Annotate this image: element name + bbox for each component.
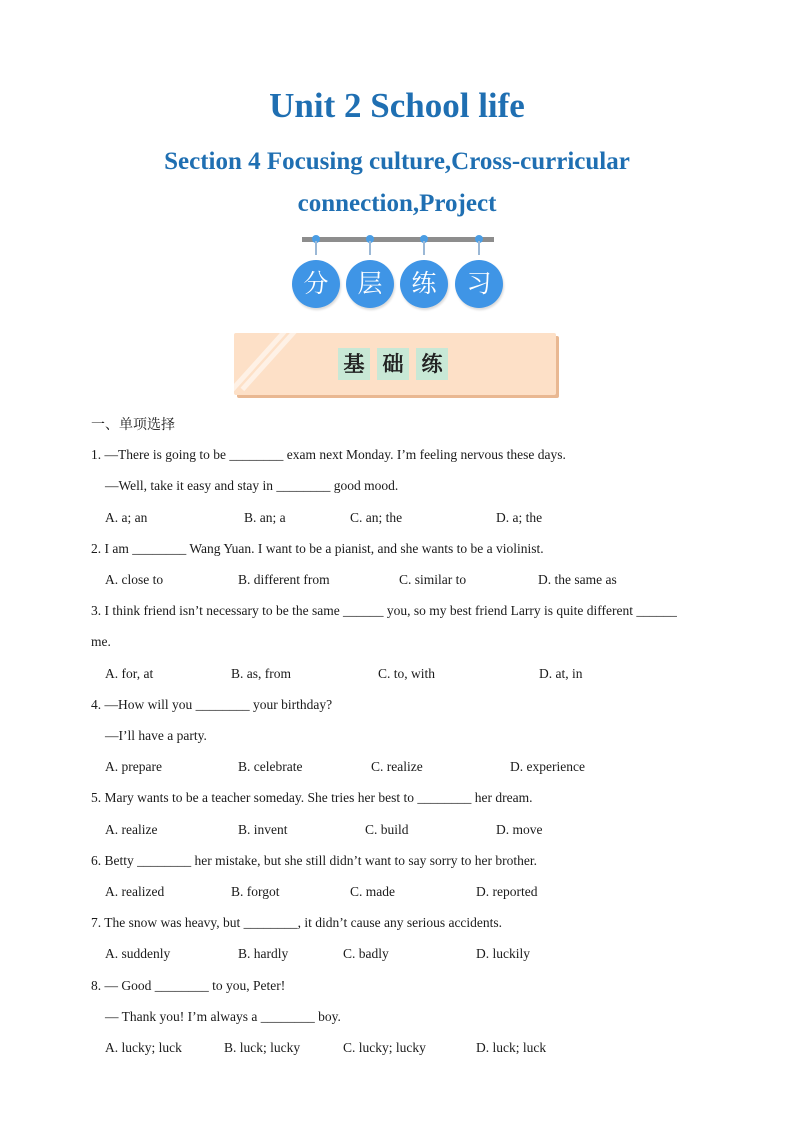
question-line: —I’ll have a party. — [105, 728, 207, 743]
option: B. invent — [238, 822, 288, 837]
option: A. realize — [105, 822, 158, 837]
question-line: me. — [91, 634, 111, 649]
option: C. to, with — [378, 666, 436, 681]
section-title-line-2: connection,Project — [297, 190, 497, 217]
option: D. the same as — [538, 572, 617, 587]
page-title: Unit 2 School life — [269, 86, 525, 125]
question-line: 6. Betty ________ her mistake, but she still didn’t want to say sorry to her brother. — [91, 853, 537, 868]
banner-chip: 练 — [416, 348, 448, 380]
option: D. a; the — [496, 510, 543, 525]
question-line: 8. — Good ________ to you, Peter! — [91, 978, 286, 993]
question-line: 2. I am ________ Wang Yuan. I want to be a pianist, and she wants to be a violinist. — [91, 541, 544, 556]
option: B. hardly — [238, 946, 289, 961]
option: A. lucky; luck — [105, 1040, 182, 1055]
question-line: 4. —How will you ________ your birthday? — [91, 697, 333, 712]
option: D. luckily — [476, 946, 530, 961]
banner-chip: 基 — [338, 348, 370, 380]
option: A. a; an — [105, 510, 148, 525]
tag-circle: 分 — [292, 260, 340, 308]
practice-tag-group — [290, 233, 504, 313]
option: A. suddenly — [105, 946, 171, 961]
option: D. at, in — [539, 666, 583, 681]
option: C. lucky; lucky — [343, 1040, 426, 1055]
basic-practice-banner — [234, 333, 556, 395]
hanger-stem — [369, 241, 371, 255]
section-title-line-1: Section 4 Focusing culture,Cross-curricular — [164, 148, 630, 175]
option: C. made — [350, 884, 395, 899]
question-line: 1. —There is going to be ________ exam next Monday. I’m feeling nervous these days. — [91, 447, 566, 462]
option: D. experience — [510, 759, 585, 774]
hanger-stem — [315, 241, 317, 255]
option: A. prepare — [105, 759, 162, 774]
option: A. close to — [105, 572, 164, 587]
banner-chip: 础 — [377, 348, 409, 380]
option: C. realize — [371, 759, 423, 774]
question-line: 7. The snow was heavy, but ________, it didn’t cause any serious accidents. — [91, 915, 503, 930]
question-line: 3. I think friend isn’t necessary to be the same ______ you, so my best friend Larry is quite different ______ — [91, 603, 677, 618]
option: A. realized — [105, 884, 165, 899]
hanger-stem — [423, 241, 425, 255]
option: C. an; the — [350, 510, 403, 525]
option: D. reported — [476, 884, 538, 899]
option: B. different from — [238, 572, 330, 587]
option: D. luck; luck — [476, 1040, 547, 1055]
option: B. as, from — [231, 666, 291, 681]
hanger-bar — [302, 237, 494, 242]
part-heading: 一、单项选择 — [91, 417, 175, 433]
option: C. badly — [343, 946, 389, 961]
option: A. for, at — [105, 666, 154, 681]
option: C. build — [365, 822, 409, 837]
tag-circle: 练 — [400, 260, 448, 308]
question-line: 5. Mary wants to be a teacher someday. She tries her best to ________ her dream. — [91, 790, 533, 805]
option: B. forgot — [231, 884, 280, 899]
option: B. an; a — [244, 510, 286, 525]
tag-circle: 习 — [455, 260, 503, 308]
option: D. move — [496, 822, 543, 837]
question-line: — Thank you! I’m always a ________ boy. — [105, 1009, 341, 1024]
option: C. similar to — [399, 572, 467, 587]
tag-circle: 层 — [346, 260, 394, 308]
section-title — [120, 141, 674, 225]
hanger-stem — [478, 241, 480, 255]
option: B. luck; lucky — [224, 1040, 301, 1055]
question-line: —Well, take it easy and stay in ________ good mood. — [105, 478, 399, 493]
option: B. celebrate — [238, 759, 303, 774]
